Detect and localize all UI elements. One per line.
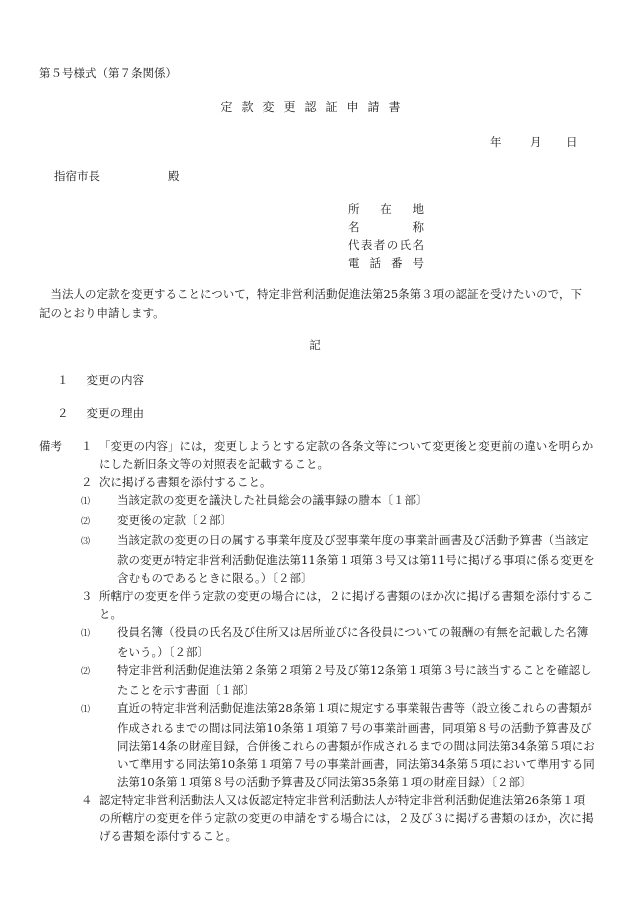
representative-label: 代表者の氏名: [348, 238, 424, 252]
item-number: １: [57, 373, 69, 387]
remarks-label: 備考: [39, 439, 62, 453]
remark-text: 「変更の内容」には，変更しようとする定款の各条文等について変更後と変更前の違いを明らかにした新旧条文等の対照表を記載すること。: [99, 439, 594, 471]
remark-2-sub-1: [39, 491, 595, 511]
document-title: 定款変更認証申請書: [220, 100, 410, 114]
item-label: 変更の内容: [86, 373, 144, 387]
sub-text: 当該定款の変更の日の属する事業年度及び翌事業年度の事業計画書及び活動予算書（当該定款の変更が特定非営利活動促進法第11条第１項第３号又は第11号に掲げる事項に係る変更を含むものであるときに限る。）〔２部〕: [117, 533, 595, 585]
remarks-section: [39, 437, 595, 845]
date-year-label: 年: [490, 135, 502, 149]
date-day-label: 日: [566, 135, 578, 149]
sub-number: ⑵: [81, 667, 91, 677]
sub-number: ⑵: [81, 517, 91, 527]
remark-4: [39, 791, 595, 845]
sub-text: 役員名簿（役員の氏名及び住所又は居所並びに各役員についての報酬の有無を記載した名簿をいう。）〔２部〕: [117, 625, 589, 659]
sub-number: ⑶: [81, 537, 91, 547]
date-month-label: 月: [530, 135, 542, 149]
remark-number: ２: [81, 475, 93, 489]
sub-number: ⑴: [81, 497, 91, 507]
phone-label: 電話番号: [348, 256, 424, 270]
remark-text: 所轄庁の変更を伴う定款の変更の場合には，２に掲げる書類のほか次に掲げる書類を添付すること。: [99, 589, 594, 621]
application-statement: 当法人の定款を変更することについて，特定非営利活動促進法第25条第３項の認証を受けたいので，下記のとおり申請します。: [39, 287, 582, 320]
item-number: ２: [57, 406, 69, 420]
sub-text: 当該定款の変更を議決した社員総会の議事録の謄本〔１部〕: [117, 493, 428, 507]
remark-3-sub-3: [39, 699, 595, 791]
sub-text: 直近の特定非営利活動促進法第28条第１項に規定する事業報告書等（設立後これらの書類が作成されるまでの間は同法第10条第１項第７号の事業計画書，同項第８号の活動予算書及び同法第14条の財産目録，合併後これらの書類が作成されるまでの間は同法第34条第５項において準用する同法第10条第１項第７号の事業計画書，同法第34条第５項において準用する同法第10条第１項第８号の活動予算書及び同法第35条第１項の財産目録）〔２部〕: [117, 701, 595, 789]
applicant-block: [348, 200, 424, 272]
sub-text: 変更後の定款〔２部〕: [117, 513, 232, 527]
remark-3-sub-2: [39, 661, 595, 699]
honorific: 殿: [168, 169, 180, 183]
sub-number: ⑴: [81, 705, 91, 715]
addressee: 指宿市長: [54, 169, 100, 183]
remark-number: １: [81, 439, 93, 453]
item-change-reason: [57, 404, 144, 422]
remark-2: [39, 473, 595, 491]
address-label: 所在地: [348, 202, 424, 216]
remark-2-sub-2: [39, 511, 595, 531]
remark-3: [39, 587, 595, 623]
remark-number: ３: [81, 589, 93, 603]
form-number: 第５号様式（第７条関係）: [39, 66, 177, 80]
ki-heading: 記: [309, 338, 321, 352]
remark-number: ４: [81, 793, 93, 807]
remark-text: 認定特定非営利活動法人又は仮認定特定非営利活動法人が特定非営利活動促進法第26条第１項の所轄庁の変更を伴う定款の変更の申請をする場合には，２及び３に掲げる書類のほか，次に掲げる書類を添付すること。: [99, 793, 594, 843]
item-change-content: [57, 371, 144, 389]
remark-1: [39, 437, 595, 473]
remark-2-sub-3: [39, 531, 595, 587]
sub-number: ⑴: [81, 629, 91, 639]
remark-3-sub-1: [39, 623, 595, 661]
item-label: 変更の理由: [86, 406, 144, 420]
name-label: 名称: [348, 220, 424, 234]
remark-text: 次に掲げる書類を添付すること。: [99, 475, 272, 489]
sub-text: 特定非営利活動促進法第２条第２項第２号及び第12条第１項第３号に該当することを確認したことを示す書面〔１部〕: [117, 663, 592, 697]
